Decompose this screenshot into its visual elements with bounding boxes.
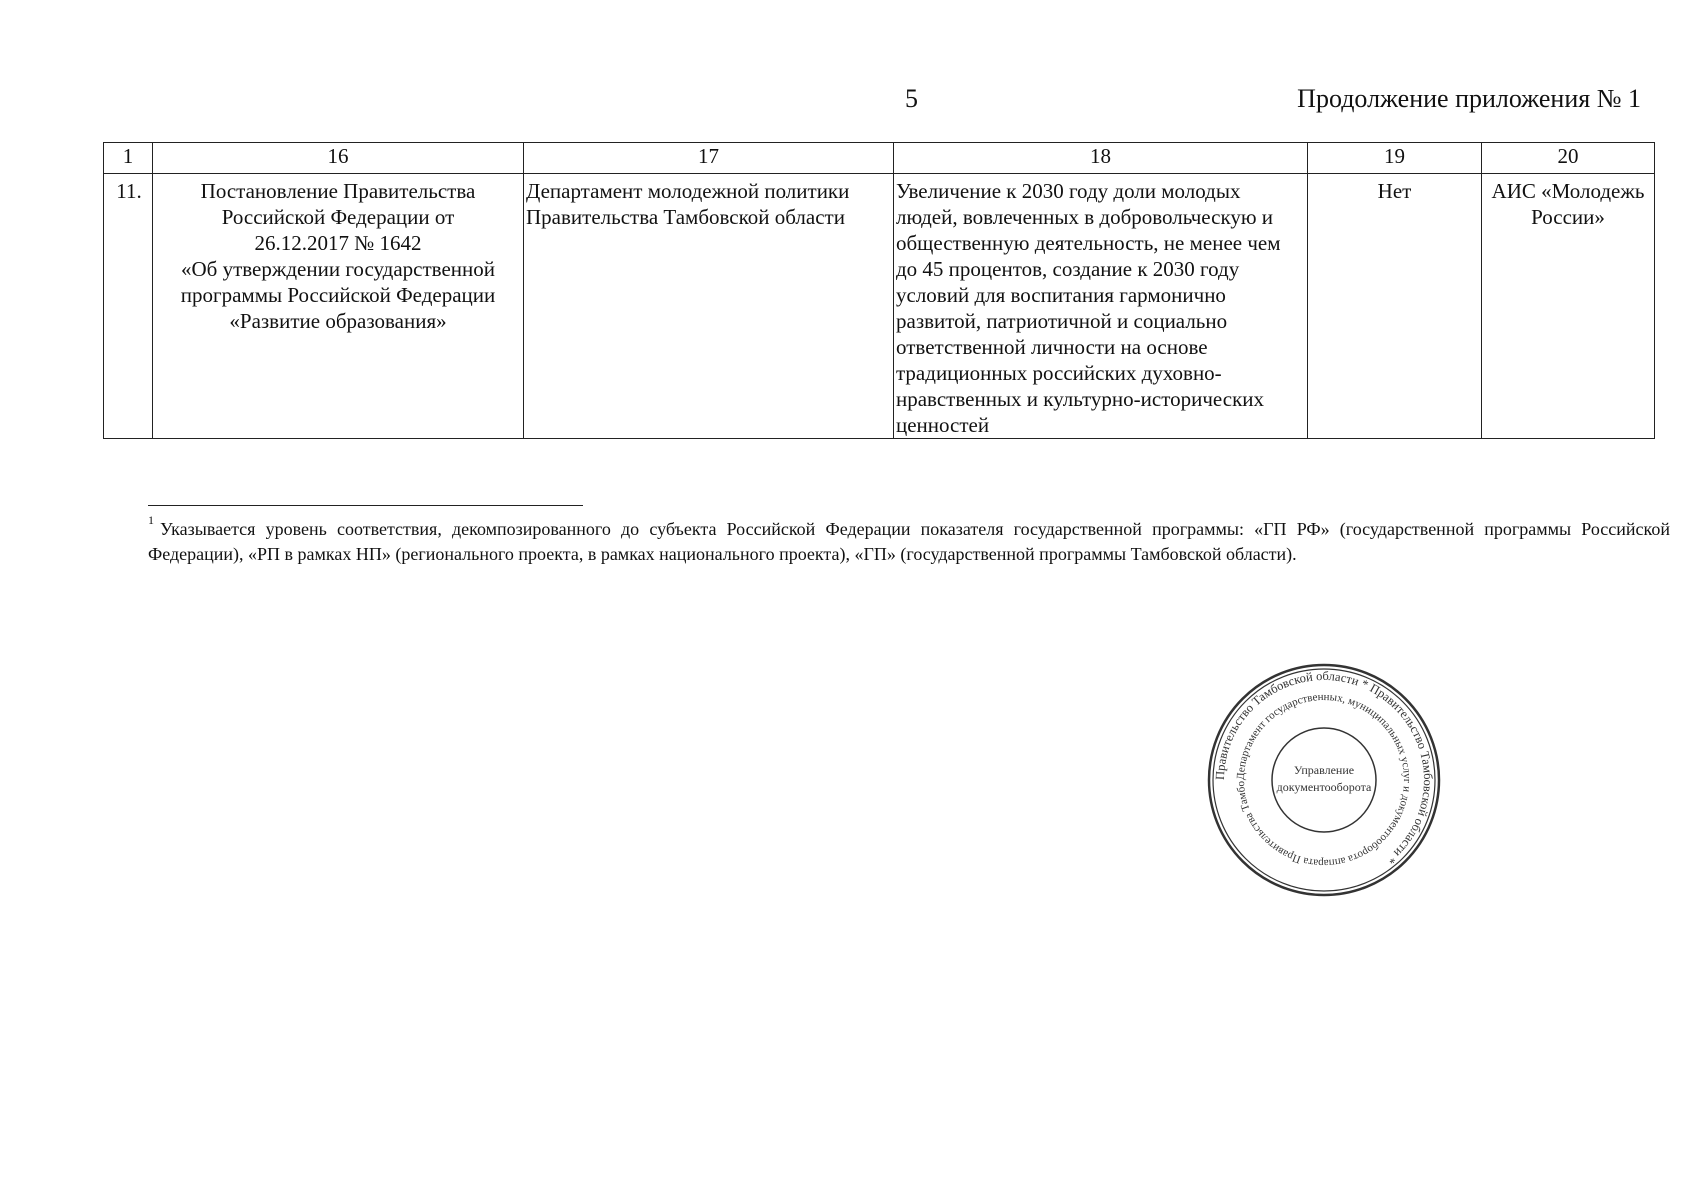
legal-act-line: Постановление Правительства <box>200 179 476 203</box>
goal-line: нравственных и культурно-исторических <box>896 387 1265 411</box>
header-col-18: 18 <box>894 143 1308 174</box>
goal-line: традиционных российских духовно- <box>896 361 1222 385</box>
goal-line: общественную деятельность, не менее чем <box>896 231 1281 255</box>
cell-goal <box>894 174 1308 439</box>
stamp-center-line2: документооборота <box>1276 780 1372 794</box>
header-col-1: 1 <box>104 143 153 174</box>
row-number: 11. <box>104 174 153 439</box>
cell-info-system <box>1482 174 1655 439</box>
goal-line: Увеличение к 2030 году доли молодых <box>896 179 1241 203</box>
table-header-row <box>104 143 1655 174</box>
footnote-marker: 1 <box>148 513 154 527</box>
goal-line: условий для воспитания гармонично <box>896 283 1226 307</box>
goal-line: ценностей <box>896 413 990 437</box>
header-col-19: 19 <box>1308 143 1482 174</box>
cell-flag: Нет <box>1308 174 1482 439</box>
appendix-title: Продолжение приложения № 1 <box>1297 84 1641 113</box>
cell-responsible <box>524 174 894 439</box>
legal-act-line: «Развитие образования» <box>229 309 447 333</box>
footnote <box>148 512 1670 567</box>
page-number: 5 <box>905 84 918 113</box>
header-col-17: 17 <box>524 143 894 174</box>
legal-act-line: программы Российской Федерации <box>180 283 496 307</box>
stamp-seal-graphic <box>1207 663 1441 897</box>
goal-line: развитой, патриотичной и социально <box>896 309 1228 333</box>
info-system-line: АИС «Молодежь <box>1491 179 1645 203</box>
responsible-line: Правительства Тамбовской области <box>526 205 845 229</box>
stamp-center-line1: Управление <box>1293 763 1355 777</box>
stamp-outer-text: Правительство Тамбовской области * Правительство Тамбовской области * <box>1212 668 1436 867</box>
goal-line: до 45 процентов, создание к 2030 году <box>896 257 1240 281</box>
footnote-divider <box>148 505 583 506</box>
cell-legal-act <box>153 174 524 439</box>
stamp-inner-text: Департамент государственных, муниципальных услуг и документооборота аппарата Правительства Тамбо <box>1234 690 1414 870</box>
footnote-text: Указывается уровень соответствия, декомпозированного до субъекта Российской Федерации показателя государственной программы: «ГП РФ» (государственной программы Российской Федерации), «РП в рамках НП» (регионального проекта, в рамках национального проекта), «ГП» (государственной программы Тамбовской области). <box>148 519 1670 564</box>
legal-act-line: 26.12.2017 № 1642 <box>254 231 422 255</box>
legal-act-line: Российской Федерации от <box>221 205 455 229</box>
responsible-line: Департамент молодежной политики <box>526 179 850 203</box>
header-col-16: 16 <box>153 143 524 174</box>
legal-act-line: «Об утверждении государственной <box>180 257 496 281</box>
table-row <box>104 174 1655 439</box>
data-table <box>103 142 1655 439</box>
goal-line: людей, вовлеченных в добровольческую и <box>896 205 1274 229</box>
official-stamp <box>1207 663 1441 897</box>
goal-line: ответственной личности на основе <box>896 335 1208 359</box>
header-col-20: 20 <box>1482 143 1655 174</box>
info-system-line: России» <box>1531 205 1605 229</box>
